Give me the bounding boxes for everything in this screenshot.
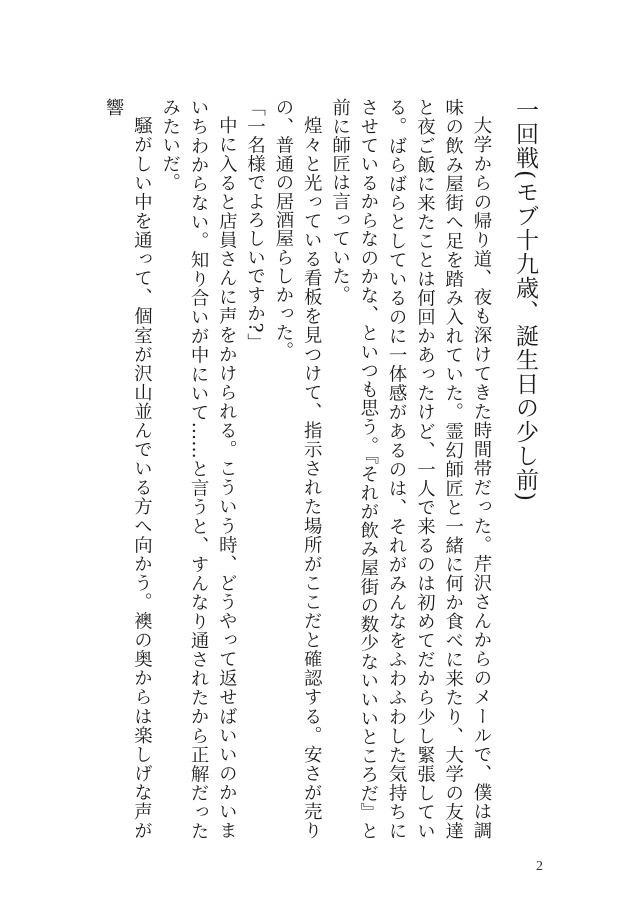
vertical-text-body: [73, 98, 543, 840]
page-number: 2: [536, 859, 543, 874]
chapter-title: 一回戦(モブ十九歳、誕生日の少し前): [512, 98, 538, 502]
dialogue-line: 「一名様でよろしいですか?」: [244, 98, 266, 352]
paragraph-3: 中に入ると店員さんに声をかけられる。こういう時、どうやって返せばいいのかいまいちわからない。知り合いが中にいて……と言うと、すんなり通されたから正解だったみたいだ。: [159, 98, 238, 840]
paragraph-1: 大学からの帰り道、夜も深けてきた時間帯だった。芹沢さんからのメールで、僕は調味の飲み屋街へ足を踏み入れていた。霊幻師匠と一緒に何か食べに来たり、大学の友達と夜ご飯に来たことは何回かあったけど、一人で来るのは初めてだから少し緊張している。ばらばらとしているのに一体感があるのは、それがみんなをふわふわした気持ちにさせているからなのかな、といつも思う。『それが飲み屋街の数少ないいいところだ』と前に師匠は言っていた。: [329, 98, 492, 840]
paragraph-2: 煌々と光っている看板を見つけて、指示された場所がここだと確認する。安さが売りの、普通の居酒屋らしかった。: [272, 98, 323, 840]
paragraph-4: 騒がしい中を通って、個室が沢山並んでいる方へ向かう。襖の奥からは楽しげな声が響: [103, 98, 153, 840]
